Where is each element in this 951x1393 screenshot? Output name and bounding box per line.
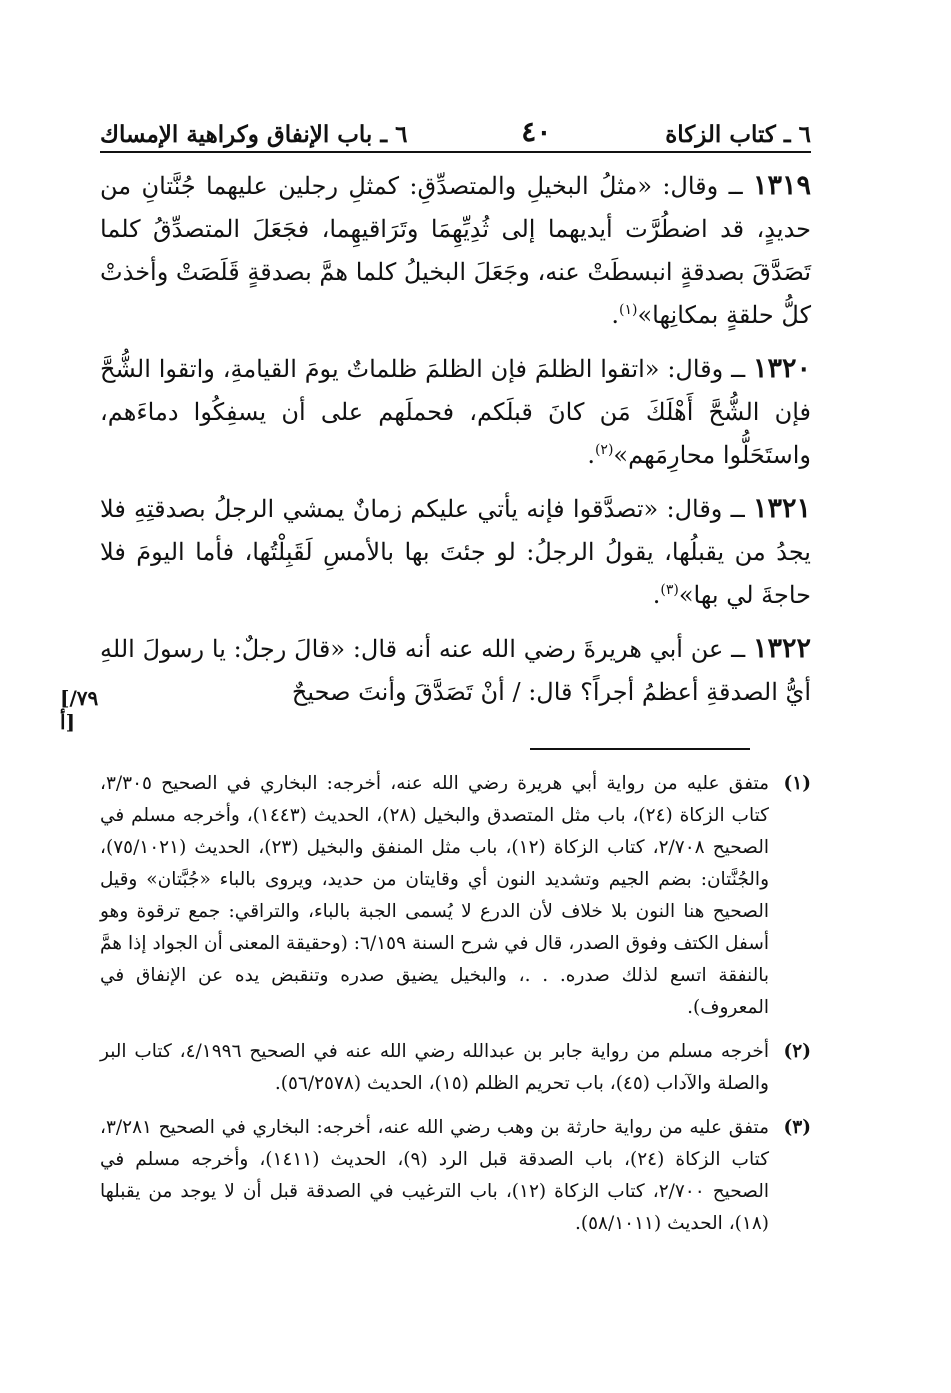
footnote-1	[100, 768, 811, 1024]
hadith-1320: ١٣٢٠ ــ وقال: «اتقوا الظلمَ فإن الظلمَ ظلماتٌ يومَ القيامةِ، واتقوا الشُّحَّ فإن الشُّحَّ أَهْلَكَ مَن كانَ قبلَكم، فحملَهم على أن يسفِكُوا دماءَهم، واستَحَلُّوا محارِمَهم»$^{(٢)}$.	[100, 353, 811, 469]
chapter-title: ٦ ـ كتاب الزكاة	[665, 121, 811, 148]
hadith-number: ١٣٢٠	[752, 353, 811, 384]
footnote-label: (١)	[783, 773, 811, 794]
footnote-ref: (١)	[619, 302, 638, 318]
hadith-text: ــ وقال: «مثلُ البخيلِ والمتصدِّقِ: كمثلِ رجلين عليهما جُنَّتانِ من حديدٍ، قد اضطُرَّت أيديهما إلى ثُدِيِّهِمَا وتَرَاقيهِما، فجَعَلَ المتصدِّقُ كلما تَصَدَّقَ بصدقةٍ انبسطَتْ عنه، وجَعَلَ البخيلُ كلما همَّ بصدقةٍ قَلَصَتْ وأخذتْ كلُّ حلقةٍ بمكانِها»	[100, 172, 811, 329]
footnote-label: (٣)	[783, 1117, 811, 1138]
page-number: ٤٠	[521, 115, 552, 148]
hadith-1322	[100, 627, 811, 714]
footnotes	[100, 768, 811, 1252]
footnote-2	[100, 1036, 811, 1100]
folio-marker: [٧٩/أ]	[60, 686, 99, 734]
hadith-1321: ١٣٢١ ــ وقال: «تصدَّقوا فإنه يأتي عليكم زمانٌ يمشي الرجلُ بصدقتِهِ فلا يجدُ من يقبلُها، يقولُ الرجلُ: لو جئتَ بها بالأمسِ لَقَبِلْتُها، فأما اليومَ فلا حاجةَ لي بها»$^{(٣)}$.	[100, 493, 811, 609]
hadith-text: ــ وقال: «تصدَّقوا فإنه يأتي عليكم زمانٌ يمشي الرجلُ بصدقتِهِ فلا يجدُ من يقبلُها، يقولُ الرجلُ: لو جئتَ بها بالأمسِ لَقَبِلْتُها، فأما اليومَ فلا حاجةَ لي بها»	[100, 495, 811, 609]
running-header	[100, 104, 811, 148]
hadith-1319: ١٣١٩ ــ وقال: «مثلُ البخيلِ والمتصدِّقِ: كمثلِ رجلين عليهما جُنَّتانِ من حديدٍ، قد اضطُرَّت أيديهما إلى ثُدِيِّهِمَا وتَرَاقيهِما، فجَعَلَ المتصدِّقُ كلما تَصَدَّقَ بصدقةٍ انبسطَتْ عنه، وجَعَلَ البخيلُ كلما همَّ بصدقةٍ قَلَصَتْ وأخذتْ كلُّ حلقةٍ بمكانِها»$^{(١)}$.	[100, 170, 811, 329]
hadith-text: ــ عن أبي هريرةَ رضي الله عنه أنه قال: «قالَ رجلٌ: يا رسولَ اللهِ أيُّ الصدقةِ أعظمُ أجراً؟ قال: / أنْ تَصَدَّقَ وأنتَ صحيحٌ	[100, 635, 811, 706]
hadith-number: ١٣٢١	[752, 493, 811, 524]
footnote-rule	[530, 748, 750, 750]
hadith-number: ١٣٢٢	[752, 633, 811, 664]
footnote-ref: (٢)	[594, 442, 614, 458]
footnote-label: (٢)	[783, 1041, 811, 1062]
section-title: ٦ ـ باب الإنفاق وكراهية الإمساك	[100, 121, 408, 148]
footnote-text: أخرجه مسلم من رواية جابر بن عبدالله رضي الله عنه في الصحيح ٤/١٩٩٦، كتاب البر والصلة والآداب (٤٥)، باب تحريم الظلم (١٥)، الحديث (٥٦/٢٥٧٨).	[100, 1041, 769, 1094]
hadith-number: ١٣١٩	[752, 170, 811, 201]
header-rule	[100, 151, 811, 153]
footnote-3	[100, 1112, 811, 1240]
footnote-ref: (٣)	[660, 582, 679, 598]
hadith-text: ــ وقال: «اتقوا الظلمَ فإن الظلمَ ظلماتٌ يومَ القيامةِ، واتقوا الشُّحَّ فإن الشُّحَّ أَهْلَكَ مَن كانَ قبلَكم، فحملَهم على أن يسفِكُوا دماءَهم، واستَحَلُّوا محارِمَهم»	[100, 355, 811, 469]
footnote-text: متفق عليه من رواية أبي هريرة رضي الله عنه، أخرجه: البخاري في الصحيح ٣/٣٠٥، كتاب الزكاة (٢٤)، باب مثل المتصدق والبخيل (٢٨)، الحديث (١٤٤٣)، وأخرجه مسلم في الصحيح ٢/٧٠٨، كتاب الزكاة (١٢)، باب مثل المنفق والبخيل (٢٣)، الحديث (٧٥/١٠٢١)، والجُنَّتان: بضم الجيم وتشديد النون أي وقايتان من حديد، ويروى بالباء «جُبَّتان» وقيل الصحيح هنا النون بلا خلاف لأن الدرع لا يُسمى الجبة بالباء، والتراقي: جمع ترقوة وهو أسفل الكتف وفوق الصدر، قال في شرح السنة ٦/١٥٩: (وحقيقة المعنى أن الجواد إذا همَّ بالنفقة اتسع لذلك صدره. . .، والبخيل يضيق صدره وتنقبض يده عن الإنفاق في المعروف).	[100, 773, 769, 1018]
footnote-text: متفق عليه من رواية حارثة بن وهب رضي الله عنه، أخرجه: البخاري في الصحيح ٣/٢٨١، كتاب الزكاة (٢٤)، باب الصدقة قبل الرد (٩)، الحديث (١٤١١)، وأخرجه مسلم في الصحيح ٢/٧٠٠، كتاب الزكاة (١٢)، باب الترغيب في الصدقة قبل أن لا يوجد من يقبلها (١٨)، الحديث (٥٨/١٠١١).	[100, 1117, 769, 1234]
hadith-body	[100, 164, 811, 724]
